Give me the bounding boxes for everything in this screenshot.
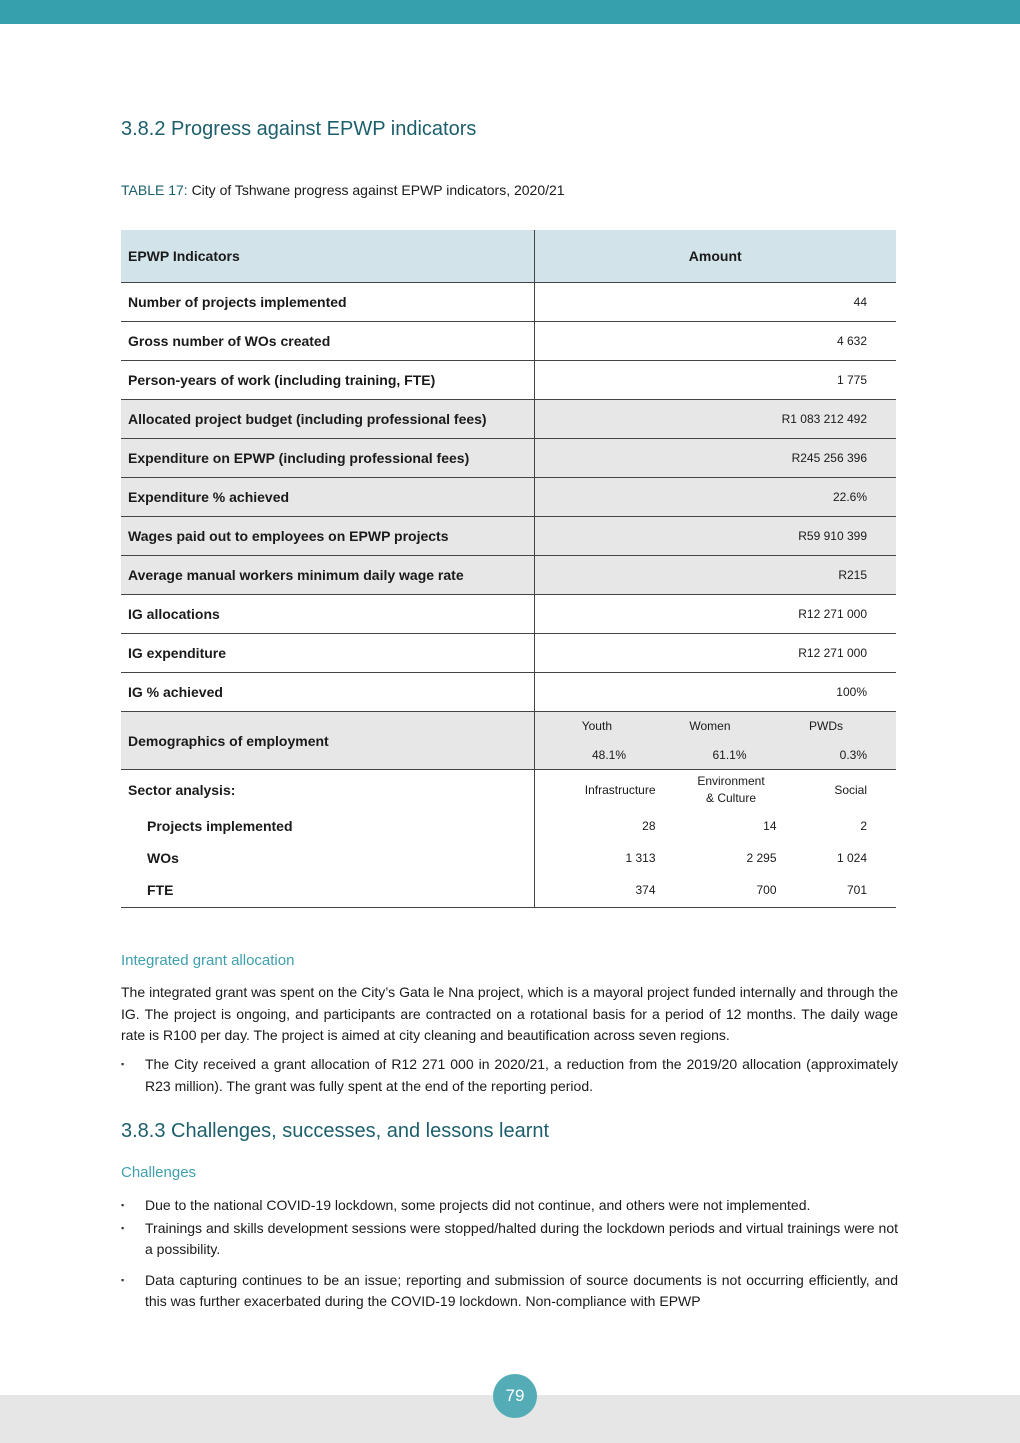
integrated-grant-paragraph: The integrated grant was spent on the City’s Gata le Nna project, which is a mayoral project funded internally and through the IG. The project is ongoing, and participants are contracted on a rotational basis for a period of 12 months. The daily wage rate is R100 per day. The project is aimed at city cleaning and beautification across seven regions. bbox=[121, 984, 898, 1043]
demographics-grid bbox=[535, 712, 897, 769]
demographics-header-women: Women bbox=[689, 719, 731, 734]
row-label: Number of projects implemented bbox=[121, 283, 534, 322]
sector-analysis-label: Sector analysis: bbox=[121, 770, 534, 810]
sector-analysis-row bbox=[121, 770, 896, 908]
row-value: 100% bbox=[534, 673, 896, 712]
sector-header-environment-line1: Environment bbox=[697, 774, 765, 788]
sector-header-row bbox=[121, 770, 896, 810]
table-row bbox=[121, 634, 896, 673]
column-header-indicators: EPWP Indicators bbox=[121, 230, 534, 283]
row-label: IG allocations bbox=[121, 595, 534, 634]
sector-value-environment: 2 295 bbox=[746, 850, 777, 865]
challenges-heading: Challenges bbox=[121, 1164, 197, 1181]
row-value: R12 271 000 bbox=[534, 595, 896, 634]
demographics-value-women: 61.1% bbox=[712, 747, 747, 762]
sector-row-label: WOs bbox=[121, 842, 534, 873]
demographics-header-pwds: PWDs bbox=[809, 719, 843, 734]
table-row bbox=[121, 478, 896, 517]
sector-value-environment: 14 bbox=[763, 819, 777, 833]
integrated-grant-heading: Integrated grant allocation bbox=[121, 952, 295, 969]
row-value: R59 910 399 bbox=[534, 517, 896, 556]
list-item: ▪ The City received a grant allocation of R12 271 000 in 2020/21, a reduction from the 2019/20 allocation (approximately R23 million). The grant was fully spent at the end of the reporting period. bbox=[121, 1054, 898, 1097]
row-value: R215 bbox=[534, 556, 896, 595]
sector-value-social: 1 024 bbox=[836, 850, 867, 865]
section-title-3-8-2: 3.8.2 Progress against EPWP indicators bbox=[121, 118, 477, 140]
demographics-header-youth: Youth bbox=[581, 719, 612, 734]
page-number: 79 bbox=[493, 1374, 537, 1418]
demographics-value-youth: 48.1% bbox=[591, 747, 626, 762]
table-row bbox=[121, 439, 896, 478]
table-caption-text: City of Tshwane progress against EPWP indicators, 2020/21 bbox=[191, 182, 565, 198]
sector-header-environment bbox=[656, 770, 777, 810]
sector-value-social: 701 bbox=[777, 873, 897, 907]
row-label: IG % achieved bbox=[121, 673, 534, 712]
challenges-bullets bbox=[121, 1195, 898, 1313]
table-row bbox=[121, 556, 896, 595]
list-item: ▪ Trainings and skills development sessions were stopped/halted during the lockdown periods and virtual trainings were not a possibility. bbox=[121, 1218, 898, 1261]
sector-row bbox=[121, 873, 896, 907]
list-item: ▪ Data capturing continues to be an issue; reporting and submission of source documents is not occurring efficiently, and this was further exacerbated during the COVID-19 lockdown. Non-compliance with EPWP bbox=[121, 1270, 898, 1313]
table-row bbox=[121, 283, 896, 322]
row-label: IG expenditure bbox=[121, 634, 534, 673]
table-caption bbox=[121, 182, 565, 198]
sector-value-infrastructure: 374 bbox=[534, 873, 656, 907]
sector-row-label: FTE bbox=[121, 873, 534, 907]
demographics-label: Demographics of employment bbox=[121, 712, 534, 770]
sector-header-infrastructure: Infrastructure bbox=[584, 783, 656, 797]
table-caption-label: TABLE 17: bbox=[121, 182, 188, 198]
row-label: Person-years of work (including training, FTE) bbox=[121, 361, 534, 400]
sector-header-social: Social bbox=[834, 783, 867, 797]
table-row bbox=[121, 673, 896, 712]
sector-table bbox=[121, 770, 896, 908]
row-label: Gross number of WOs created bbox=[121, 322, 534, 361]
table-row bbox=[121, 595, 896, 634]
row-value: 44 bbox=[534, 283, 896, 322]
demographics-cell bbox=[534, 712, 896, 770]
sector-value-environment: 700 bbox=[656, 873, 777, 907]
demographics-value-pwds: 0.3% bbox=[839, 747, 867, 762]
sector-row-label: Projects implemented bbox=[121, 810, 534, 842]
sector-header-environment-line2: & Culture bbox=[705, 791, 757, 805]
integrated-grant-bullets bbox=[121, 1054, 898, 1097]
row-value: R1 083 212 492 bbox=[534, 400, 896, 439]
column-header-amount: Amount bbox=[534, 230, 896, 283]
row-value: 1 775 bbox=[534, 361, 896, 400]
row-label: Expenditure on EPWP (including professional fees) bbox=[121, 439, 534, 478]
demographics-row bbox=[121, 712, 896, 770]
sector-row bbox=[121, 842, 896, 873]
section-title-3-8-3: 3.8.3 Challenges, successes, and lessons learnt bbox=[121, 1120, 550, 1142]
row-value: 4 632 bbox=[534, 322, 896, 361]
row-label: Wages paid out to employees on EPWP projects bbox=[121, 517, 534, 556]
sector-value-infrastructure: 28 bbox=[642, 819, 656, 833]
row-label: Allocated project budget (including professional fees) bbox=[121, 400, 534, 439]
row-label: Average manual workers minimum daily wage rate bbox=[121, 556, 534, 595]
table-row bbox=[121, 322, 896, 361]
table-row bbox=[121, 361, 896, 400]
sector-value-social: 2 bbox=[860, 819, 867, 833]
list-item: ▪ Due to the national COVID-19 lockdown, some projects did not continue, and others were not implemented. bbox=[121, 1195, 898, 1217]
row-value: R12 271 000 bbox=[534, 634, 896, 673]
row-label: Expenditure % achieved bbox=[121, 478, 534, 517]
row-value: 22.6% bbox=[534, 478, 896, 517]
sector-value-infrastructure: 1 313 bbox=[625, 850, 656, 865]
sector-cell bbox=[121, 770, 896, 908]
top-accent-bar bbox=[0, 0, 1020, 24]
row-value: R245 256 396 bbox=[534, 439, 896, 478]
epwp-indicators-table bbox=[121, 230, 896, 908]
table-row bbox=[121, 400, 896, 439]
table-row bbox=[121, 517, 896, 556]
sector-row bbox=[121, 810, 896, 842]
